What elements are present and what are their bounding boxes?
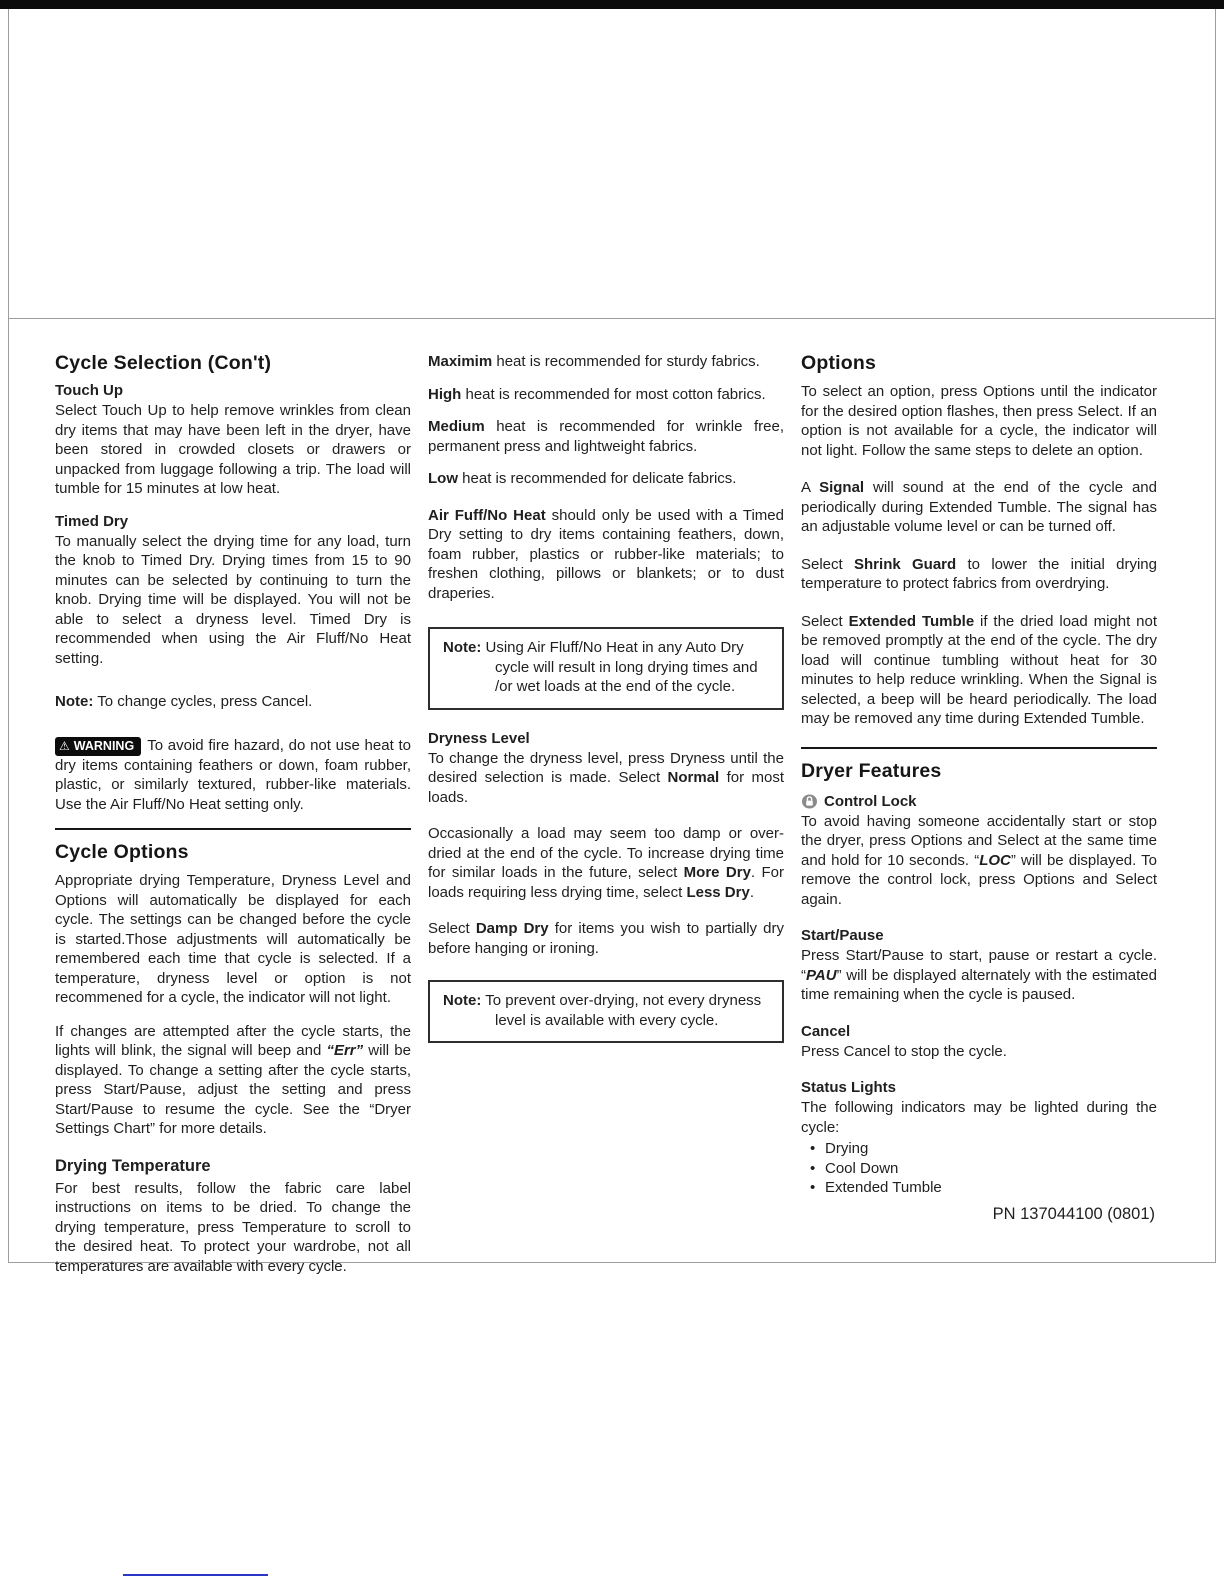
warning-icon: ⚠ <box>59 738 70 753</box>
start-pause-paragraph: Press Start/Pause to start, pause or restart a cycle. “PAU” will be displayed alternately with the estimated time remaining when the cycle is paused. <box>801 947 1157 1003</box>
dryness-paragraph-2: Occasionally a load may seem too damp or over-dried at the end of the cycle. To increase drying time for similar loads in the future, select More Dry. For loads requiring less drying time, select Less Dry. <box>428 825 784 901</box>
subhead-drying-temperature: Drying Temperature <box>55 1156 211 1175</box>
control-lock-heading-row <box>801 793 1157 810</box>
column-2 <box>428 352 784 1290</box>
heading-cycle-selection: Cycle Selection (Con't) <box>55 352 272 374</box>
heat-high-paragraph: High heat is recommended for most cotton fabrics. <box>428 385 766 403</box>
warning-text: To avoid fire hazard, do not use heat to dry items containing feathers or down, foam rubber, plastic, or similarly textured, rubber-like materials. Use the Air Fluff/No Heat setting only. <box>55 736 411 813</box>
heat-low-paragraph: Low heat is recommended for delicate fabrics. <box>428 470 737 487</box>
options-paragraph-signal: A Signal will sound at the end of the cycle and periodically during Extended Tumble. The signal has an adjustable volume level or can be turned off. <box>801 479 1157 535</box>
heading-dryer-features: Dryer Features <box>801 759 942 782</box>
timed-dry-paragraph: To manually select the drying time for any load, turn the knob to Timed Dry. Drying times from 15 to 90 minutes can be selected by continuing to turn the knob. Drying time will be displayed. You will not be able to select a dryness level. Timed Dry is recommended when using the Air Fluff/No Heat setting. <box>55 532 411 667</box>
part-number: PN 137044100 (0801) <box>992 1205 1155 1223</box>
air-fluff-paragraph: Air Fuff/No Heat should only be used with a Timed Dry setting to dry items containing feathers, down, foam rubber, plastics or rubber-like materials; to freshen clothing, pillows or blankets; or to dust draperies. <box>428 506 784 602</box>
warning-badge-label: WARNING <box>73 738 135 753</box>
dryness-paragraph-1: To change the dryness level, press Dryness until the desired selection is made. Select Normal for most loads. <box>428 749 784 806</box>
status-light-cool-down: • Cool Down <box>801 1159 1157 1179</box>
drying-temperature-paragraph: For best results, follow the fabric care label instructions on items to be dried. To change the drying temperature, press Temperature to scroll to the desired heat. To protect your wardrobe, not all temperatures are available with every cycle. <box>55 1179 411 1275</box>
dryness-paragraph-3: Select Damp Dry for items you wish to partially dry before hanging or ironing. <box>428 920 785 957</box>
subhead-status-lights: Status Lights <box>801 1079 897 1096</box>
cycle-options-paragraph-2: If changes are attempted after the cycle starts, the lights will blink, the signal will beep and “Err” will be displayed. To change a setting after the cycle starts, press Start/Pause, adjust the setting and press Start/Pause to resume the cycle. See the “Dryer Settings Chart” for more details. <box>55 1022 411 1137</box>
options-paragraph-1: To select an option, press Options until the indicator for the desired option flashes, then press Select. If an option is not available for a cycle, the indicator will not light. Follow the same steps to delete an option. <box>801 383 1157 459</box>
cancel-note: Note: To change cycles, press Cancel. <box>55 693 313 710</box>
scan-top-edge <box>0 0 1224 9</box>
warning-badge <box>55 737 141 756</box>
cycle-options-paragraph-1: Appropriate drying Temperature, Dryness Level and Options will automatically be displayed for each cycle. The settings can be changed before the cycle is started.Those adjustments will automatically be remembered each time that cycle is selected. If a temperature, dryness level or option is not recommened for a cycle, the indicator will not light. <box>55 872 411 1006</box>
header-rule <box>8 318 1216 319</box>
heading-options: Options <box>801 352 877 374</box>
note-box-air-fluff-text: Note: Using Air Fluff/No Heat in any Auto Dry cycle will result in long drying times and /or wet loads at the end of the cycle. <box>443 639 758 695</box>
options-paragraph-extended-tumble: Select Extended Tumble if the dried load might not be removed promptly at the end of the cycle. The dry load will continue tumbling without heat for 30 minutes to help reduce wrinkling. When the Signal is selected, a beep will be heard periodically. The load may be removed any time during Extended Tumble. <box>801 612 1157 727</box>
page-border-right <box>1215 9 1216 1263</box>
cancel-paragraph: Press Cancel to stop the cycle. <box>801 1042 1007 1060</box>
touch-up-paragraph: Select Touch Up to help remove wrinkles from clean dry items that may have been left in the dryer, have been stored in crowded closets or drawers or unpacked from luggage following a trip. The load will tumble for 15 minutes at low heat. <box>55 402 411 497</box>
heading-cycle-options: Cycle Options <box>55 841 189 863</box>
status-lights-list <box>801 1139 1157 1198</box>
section-divider-features <box>801 747 1157 749</box>
column-3 <box>801 352 1157 1290</box>
options-paragraph-shrink-guard: Select Shrink Guard to lower the initial drying temperature to protect fabrics from overdrying. <box>801 555 1157 592</box>
subhead-dryness-level: Dryness Level <box>428 729 530 747</box>
section-divider <box>55 828 411 830</box>
note-box-dryness <box>428 980 784 1043</box>
page-border-left <box>8 9 9 1263</box>
subhead-start-pause: Start/Pause <box>801 927 884 944</box>
subhead-timed-dry: Timed Dry <box>55 512 129 530</box>
status-light-drying: • Drying <box>801 1139 1157 1159</box>
subhead-touch-up: Touch Up <box>55 382 124 399</box>
subhead-control-lock: Control Lock <box>824 792 917 810</box>
warning-paragraph <box>55 736 411 815</box>
heat-maximim-paragraph: Maximim heat is recommended for sturdy fabrics. <box>428 353 760 370</box>
status-light-extended-tumble: • Extended Tumble <box>801 1178 1157 1198</box>
subhead-cancel: Cancel <box>801 1022 851 1040</box>
page-content <box>55 352 1158 1290</box>
note-box-air-fluff <box>428 627 784 710</box>
column-1 <box>55 352 411 1290</box>
control-lock-paragraph: To avoid having someone accidentally start or stop the dryer, press Options and Select at the same time and hold for 10 seconds. “LOC” will be displayed. To remove the control lock, press Options and Select again. <box>801 812 1157 908</box>
lock-icon <box>801 794 818 809</box>
link-underline-mark <box>123 1574 268 1576</box>
status-lights-intro: The following indicators may be lighted during the cycle: <box>801 1099 1157 1136</box>
heat-medium-paragraph: Medium heat is recommended for wrinkle free, permanent press and lightweight fabrics. <box>428 418 784 455</box>
note-box-dryness-text: Note: To prevent over-drying, not every dryness level is available with every cycle. <box>443 992 762 1029</box>
